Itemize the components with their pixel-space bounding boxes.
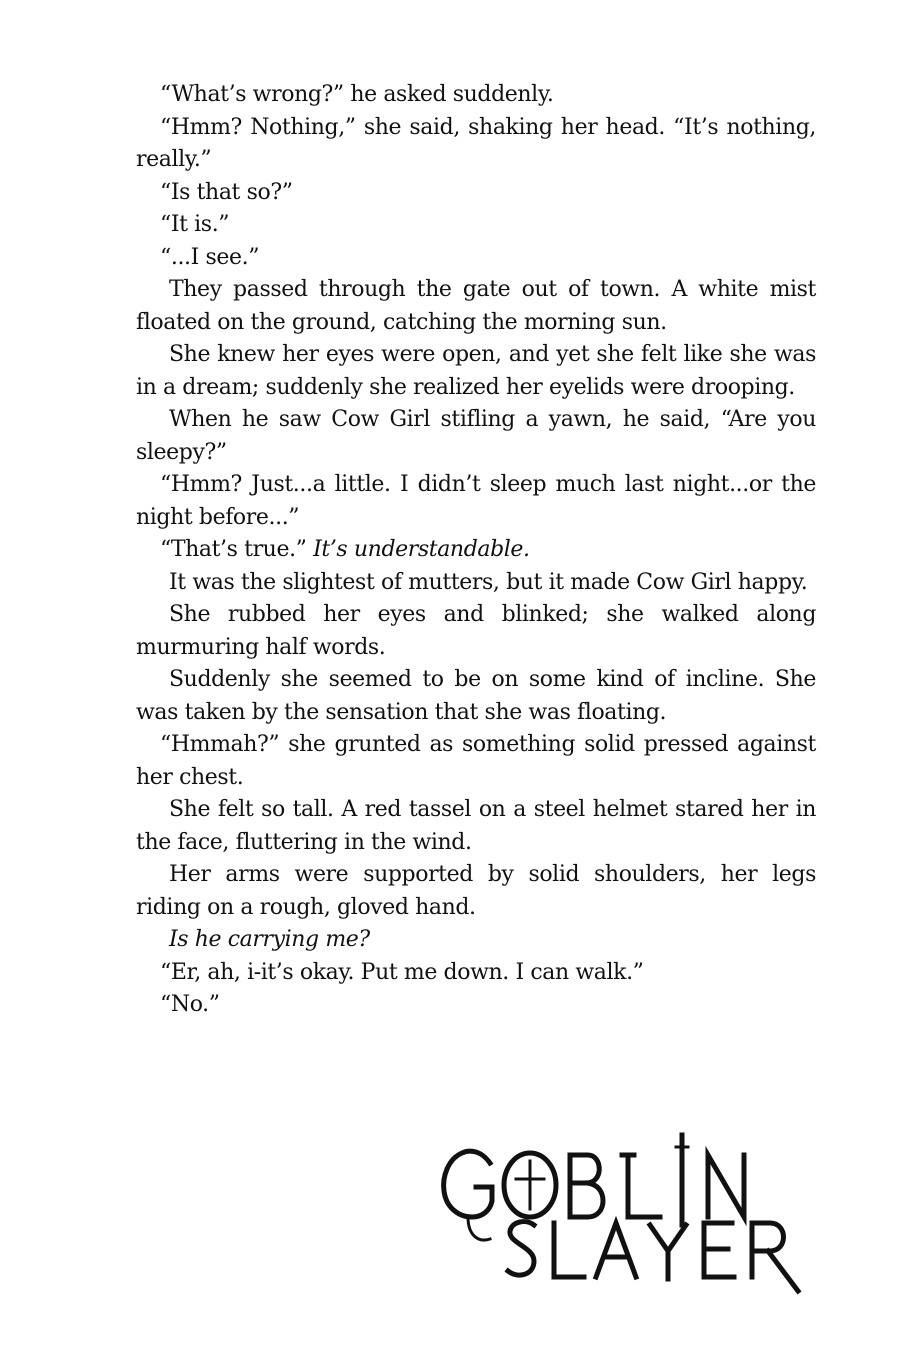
- paragraph: She felt so tall. A red tassel on a steel helmet stared her in the face, fluttering in the wind.: [136, 797, 816, 855]
- italic-thought: It’s understandable.: [313, 537, 530, 562]
- goblin-slayer-logo: [438, 1125, 808, 1295]
- paragraph: “It is.”: [160, 212, 230, 237]
- paragraph: Is he carrying me?: [169, 927, 370, 952]
- paragraph: “What’s wrong?” he asked suddenly.: [160, 82, 554, 107]
- paragraph: “Er, ah, i-it’s okay. Put me down. I can walk.”: [160, 959, 644, 985]
- paragraph: She knew her eyes were open, and yet she felt like she was in a dream; suddenly she realized her eyelids were drooping.: [136, 342, 816, 400]
- paragraph: Her arms were supported by solid shoulders, her legs riding on a rough, gloved hand.: [136, 862, 816, 920]
- paragraph: [136, 534, 816, 567]
- paragraph: She rubbed her eyes and blinked; she walked along murmuring half words.: [136, 602, 816, 660]
- paragraph: “No.”: [160, 992, 220, 1017]
- body-text: [136, 79, 816, 1022]
- paragraph: “Hmm? Just...a little. I didn’t sleep much last night...or the night before...”: [136, 472, 816, 530]
- dialogue-text: “That’s true.”: [160, 537, 307, 562]
- paragraph: It was the slightest of mutters, but it made Cow Girl happy.: [169, 569, 808, 595]
- paragraph: When he saw Cow Girl stifling a yawn, he said, “Are you sleepy?”: [136, 407, 816, 465]
- paragraph: They passed through the gate out of town. A white mist floated on the ground, catching the morning sun.: [136, 277, 816, 335]
- paragraph: “Hmmah?” she grunted as something solid pressed against her chest.: [136, 732, 816, 790]
- paragraph: “Hmm? Nothing,” she said, shaking her head. “It’s nothing, really.”: [136, 114, 816, 172]
- paragraph: “Is that so?”: [160, 179, 293, 205]
- paragraph: “...I see.”: [160, 244, 260, 270]
- paragraph: Suddenly she seemed to be on some kind of incline. She was taken by the sensation that she was floating.: [136, 667, 816, 725]
